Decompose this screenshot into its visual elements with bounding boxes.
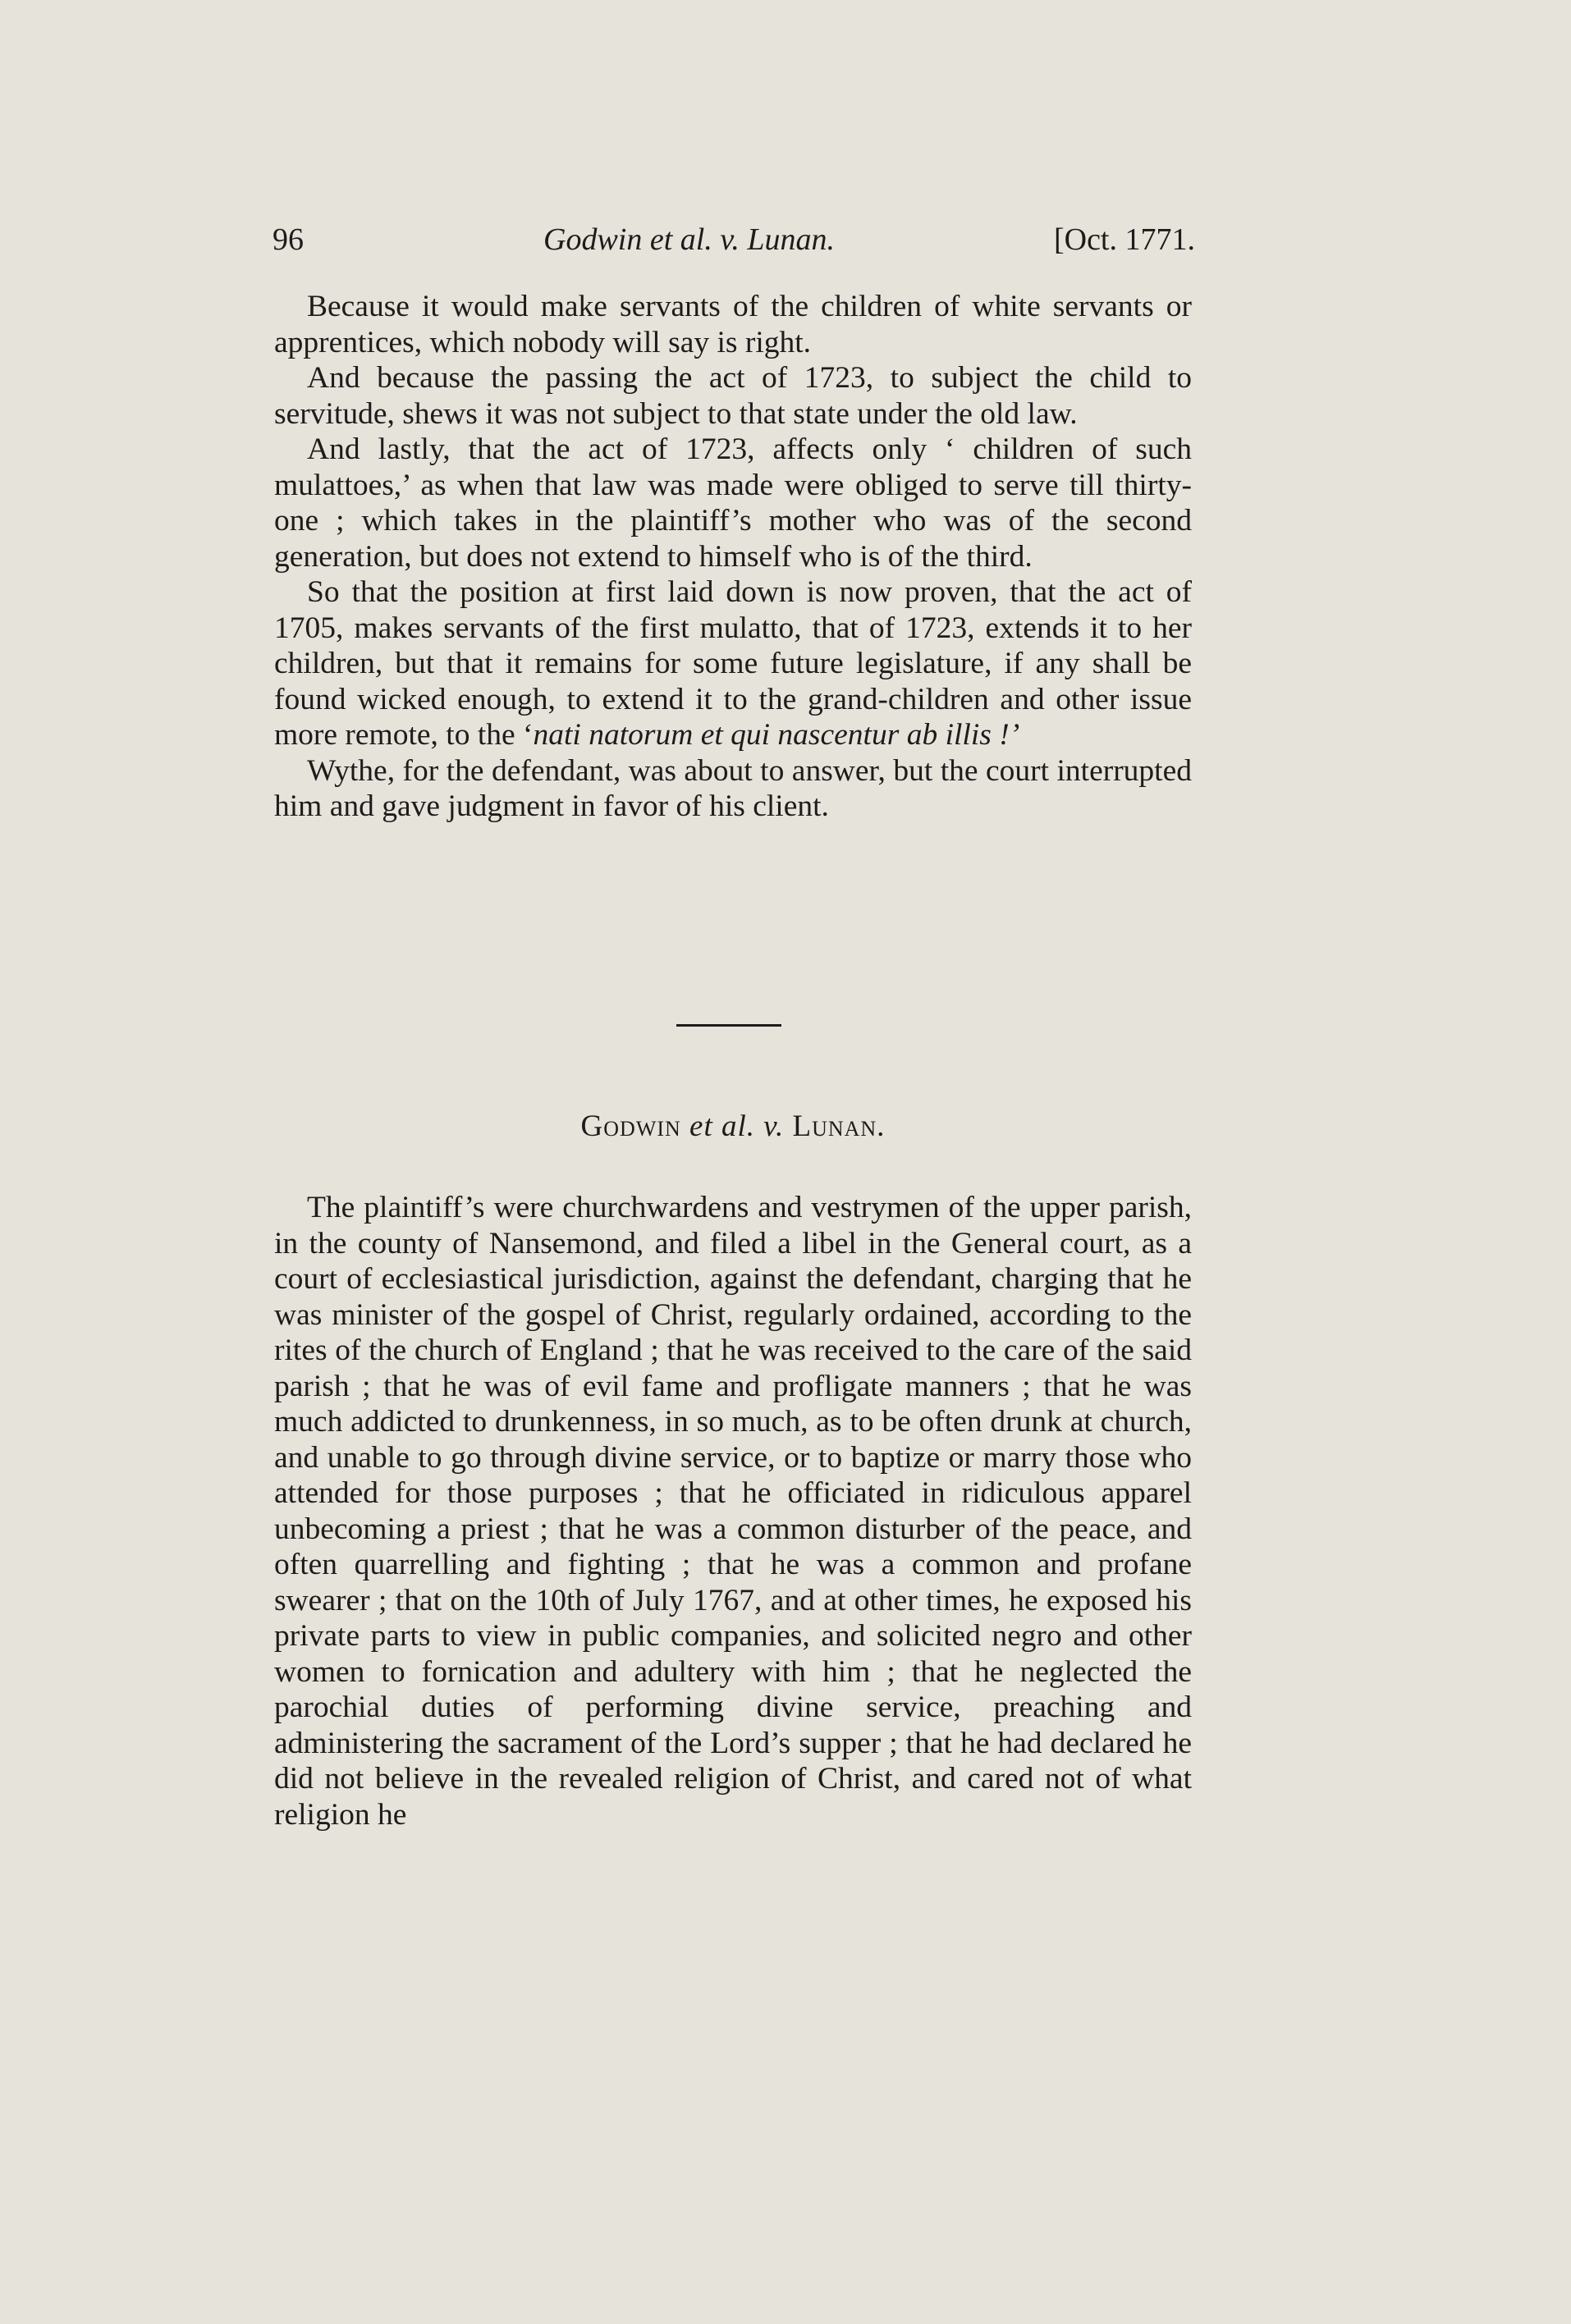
party-two: Lunan. [792, 1109, 886, 1143]
paragraph: Because it would make servants of the children of white servants or apprentices, which nobody will say is right. [274, 290, 1192, 359]
paragraph: Wythe, for the defendant, was about to answer, but the court interrupted him and gave judgment in favor of his client. [274, 753, 1192, 823]
section-divider [676, 1024, 781, 1027]
paragraph: The plaintiff’s were churchwardens and vestrymen of the upper parish, in the county of Nansemond, and filed a libel in the General court, as a court of ecclesiastical jurisdiction, against the defendant, charging that he was minister of the gospel of Christ, regularly ordained, according to the rites of the church of England ; that he was received to the care of the said parish ; that he was of evil fame and profligate manners ; that he was much addicted to drunkenness, in so much, as to be often drunk at church, and unable to go through divine service, or to baptize or marry those who attended for those purposes ; that he officiated in ridiculous apparel unbecoming a priest ; that he was a common disturber of the peace, and often quarrelling and fighting ; that he was a common and profane swearer ; that on the 10th of July 1767, and at other times, he exposed his private parts to view in public companies, and solicited negro and other women to fornication and adultery with him ; that he neglected the parochial duties of performing divine service, preaching and administering the sacrament of the Lord’s supper ; that he had declared he did not believe in the revealed religion of Christ, and cared not of what religion he [274, 1191, 1192, 1832]
latin-quote: nati natorum et qui nascentur ab illis !’ [533, 718, 1020, 752]
paragraph: And lastly, that the act of 1723, affects only ‘ children of such mulattoes,’ as when that law was made were obliged to serve till thirty-one ; which takes in the plaintiff’s mother who was of the second generation, but does not extend to himself who is of the third. [274, 432, 1192, 574]
paragraph-text: So that the position at first laid down is now proven, that the act of 1705, makes servants of the first mulatto, that of 1723, extends it to her children, but that it remains for some future legislature, if any shall be found wicked enough, to extend it to the grand-children and other issue more remote, to the ‘ [274, 575, 1192, 752]
running-title: Godwin et al. v. Lunan. [543, 222, 836, 257]
page-number: 96 [273, 222, 304, 257]
et-al: et al. [689, 1109, 756, 1143]
paragraph [274, 574, 1192, 753]
paragraph: And because the passing the act of 1723, to subject the child to servitude, shews it was not subject to that state under the old law. [274, 361, 1192, 431]
previous-case-conclusion [274, 289, 1192, 825]
case-title [274, 1106, 1192, 1147]
running-header [273, 215, 1195, 264]
party-one: Godwin [580, 1109, 681, 1143]
case-body [274, 1190, 1192, 1832]
header-date: [Oct. 1771. [1053, 222, 1195, 257]
versus: v. [763, 1109, 785, 1143]
